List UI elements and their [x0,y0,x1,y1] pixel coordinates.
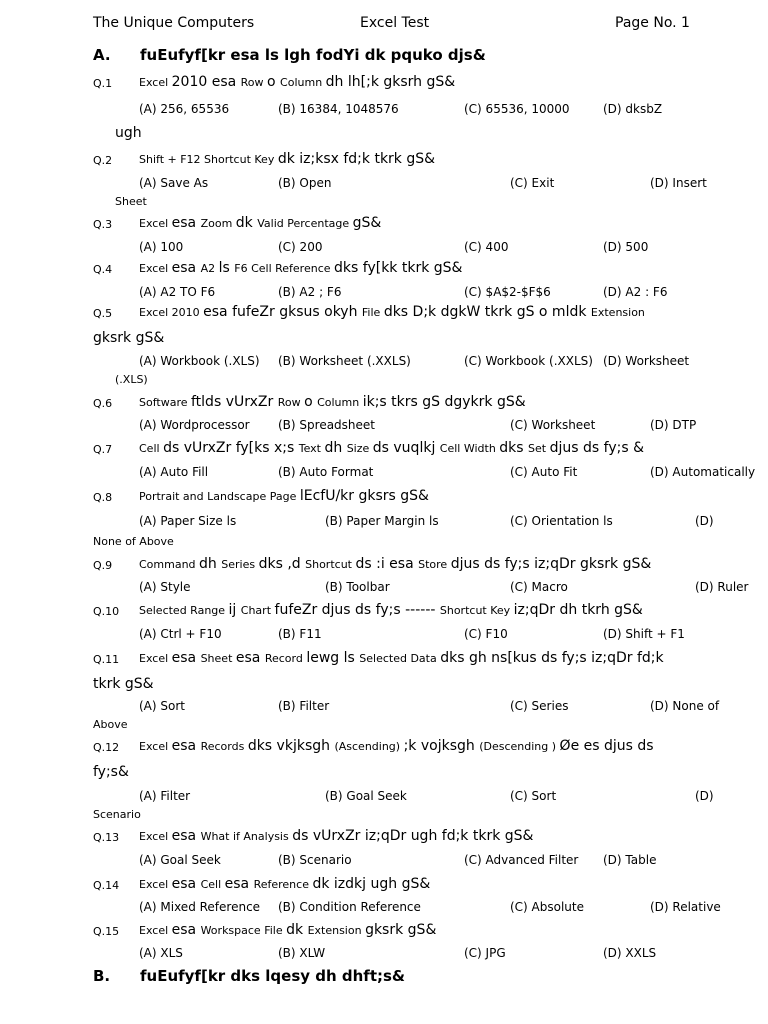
question-text-fragment: o [304,394,318,410]
question-text [139,650,664,666]
question-number: Q.12 [93,741,120,754]
question-text-fragment: What if Analysis [200,830,293,843]
option-d: (D) Automatically [650,465,756,479]
question-text-fragment: dk [286,922,308,938]
option-d: (D) Insert [650,176,707,190]
option-b: (B) Toolbar [325,580,390,594]
question-text-fragment: A2 [200,262,219,275]
option-d: (D) Relative [650,900,721,914]
option-a: (A) Paper Size ls [139,514,237,528]
option-c: (C) Workbook (.XXLS) [464,354,593,368]
option-a: (A) Workbook (.XLS) [139,354,260,368]
question-text-fragment: 2010 esa [171,74,241,90]
option-c: (C) Worksheet [510,418,596,432]
option-d-continuation: Scenario [93,808,141,821]
option-c: (C) $A$2-$F$6 [464,285,551,299]
question-number: Q.14 [93,879,120,892]
option-c: (C) F10 [464,627,508,641]
question-text-fragment: Excel [139,217,172,230]
option-a: (A) Goal Seek [139,853,221,867]
question-text-fragment: esa [171,922,201,938]
question-text-fragment: dk izdkj ugh gS& [312,876,431,892]
question-number: Q.5 [93,307,113,320]
option-c: (C) Absolute [510,900,585,914]
question-number: Q.1 [93,77,113,90]
question-text-fragment: esa [171,738,201,754]
question-text [139,215,381,231]
section-title: fuEufyf[kr esa ls lgh fodYi dk pquko djs& [140,46,486,64]
option-a: (A) Sort [139,699,185,713]
question-text [139,394,526,410]
question-text-fragment: fufeZr djus ds fy;s ------ [274,602,440,618]
question-text [139,488,429,504]
option-c: (C) Orientation ls [510,514,613,528]
question-text-fragment: F6 Cell Reference [234,262,335,275]
option-b: (B) A2 ; F6 [278,285,342,299]
option-d-continuation: Above [93,718,128,731]
option-d-continuation: ugh [115,125,142,141]
header-test-title: Excel Test [360,15,430,31]
question-text-fragment: Excel [139,830,172,843]
question-text-fragment: Shortcut Key [439,604,514,617]
question-text-fragment: Øe es djus ds [559,738,654,754]
question-number: Q.8 [93,491,113,504]
question-text-fragment: Excel [139,740,172,753]
question-text-fragment: Set [528,442,550,455]
question-text-fragment: esa [171,260,201,276]
question-text-fragment: Shift + F12 Shortcut Key [139,153,278,166]
option-d: (D) 500 [603,240,649,254]
option-d: (D) XXLS [603,946,657,960]
question-text-fragment: lewg ls [306,650,360,666]
question-number: Q.15 [93,925,120,938]
option-d: (D) None of [650,699,720,713]
option-c: (C) 65536, 10000 [464,102,570,116]
option-a: (A) XLS [139,946,183,960]
question-text-fragment: ik;s tkrs gS dgykrk gS& [362,394,526,410]
question-text-fragment: Series [221,558,259,571]
question-text-continuation: fy;s& [93,764,129,780]
question-text-fragment: Excel [139,262,172,275]
option-a: (A) A2 TO F6 [139,285,216,299]
question-text-fragment: Workspace File [200,924,287,937]
question-text-fragment: Store [418,558,451,571]
option-a: (A) 100 [139,240,184,254]
question-text-fragment: (Descending ) [479,740,560,753]
question-text-fragment: ds vUrxZr iz;qDr ugh fd;k tkrk gS& [292,828,534,844]
question-text-fragment: dks vkjksgh [247,738,335,754]
question-text-fragment: ds vuqlkj [372,440,440,456]
question-text-fragment: ds :i esa [355,556,419,572]
question-text-fragment: Selected Data [359,652,441,665]
question-text-fragment: dh [324,440,347,456]
question-text-fragment: dks D;k dgkW tkrk gS o mldk [383,304,591,320]
question-text-fragment: Cell [139,442,164,455]
option-c: (C) Advanced Filter [464,853,579,867]
question-text-fragment: dks [499,440,529,456]
option-a: (A) Filter [139,789,191,803]
option-b: (B) Open [278,176,332,190]
question-text-fragment: esa [171,215,201,231]
question-number: Q.9 [93,559,113,572]
option-b: (B) Worksheet (.XXLS) [278,354,411,368]
option-b: (B) XLW [278,946,326,960]
question-number: Q.7 [93,443,113,456]
question-number: Q.10 [93,605,120,618]
option-d: (D) Table [603,853,657,867]
option-d-continuation: (.XLS) [115,373,148,386]
question-text-fragment: lEcfU/kr gksrs gS& [299,488,429,504]
question-text-fragment: ;k vojksgh [403,738,480,754]
question-text-fragment: ij [228,602,241,618]
question-text-fragment: Excel [139,652,172,665]
question-text-fragment: Text [298,442,325,455]
question-text-fragment: Portrait and Landscape Page [139,490,300,503]
question-number: Q.3 [93,218,113,231]
option-d: (D) dksbZ [603,102,663,116]
question-text-fragment: djus ds fy;s iz;qDr gksrk gS& [450,556,652,572]
option-d: (D) A2 : F6 [603,285,668,299]
question-text-fragment: esa [171,876,201,892]
option-a: (A) Wordprocessor [139,418,250,432]
question-text [139,602,643,618]
question-text-continuation: gksrk gS& [93,330,165,346]
header-institute: The Unique Computers [93,15,255,31]
question-text-fragment: Extension [590,306,645,319]
section-label: A. [93,46,111,64]
option-b: (B) Filter [278,699,330,713]
question-text-fragment: (Ascending) [334,740,404,753]
question-text-fragment: Chart [240,604,275,617]
question-text-fragment: iz;qDr dh tkrh gS& [513,602,643,618]
question-text-fragment: dh [199,556,222,572]
question-text-fragment: Reference [253,878,313,891]
question-text [139,304,645,320]
question-text-fragment: Row [277,396,305,409]
question-text-fragment: Records [200,740,248,753]
option-d: (D) [695,514,714,528]
question-text-fragment: esa fufeZr gksus okyh [203,304,362,320]
question-text [139,556,651,572]
question-text-fragment: esa [224,876,254,892]
question-number: Q.6 [93,397,113,410]
section-label: B. [93,967,111,985]
question-text-fragment: Valid Percentage [257,217,353,230]
question-text-fragment: Sheet [200,652,236,665]
question-text-fragment: dk [235,215,258,231]
question-text-fragment: esa [171,828,201,844]
question-text-fragment: Selected Range [139,604,229,617]
option-d: (D) DTP [650,418,697,432]
question-text-fragment: Cell Width [439,442,500,455]
option-b: (B) Paper Margin ls [325,514,439,528]
option-b: (B) Scenario [278,853,352,867]
question-text-fragment: Row [240,76,268,89]
option-d: (D) Worksheet [603,354,690,368]
option-b: (B) Spreadsheet [278,418,375,432]
question-text [139,876,430,892]
option-a: (A) 256, 65536 [139,102,230,116]
question-text-fragment: Column [280,76,326,89]
question-text-fragment: dh lh[;k gksrh gS& [325,74,456,90]
question-text-fragment: dks gh ns[kus ds fy;s iz;qDr fd;k [440,650,664,666]
option-c: (C) Series [510,699,569,713]
question-number: Q.13 [93,831,120,844]
question-text [139,440,644,456]
question-number: Q.2 [93,154,113,167]
option-b: (B) Goal Seek [325,789,407,803]
question-text-fragment: Excel [139,878,172,891]
option-c: (C) JPG [464,946,506,960]
option-c: (C) Exit [510,176,555,190]
option-b: (B) Condition Reference [278,900,421,914]
option-d: (D) Shift + F1 [603,627,685,641]
option-b: (C) 200 [278,240,323,254]
question-text [139,738,654,754]
question-text-fragment: Size [346,442,373,455]
question-text-fragment: ls [218,260,235,276]
option-c: (C) Auto Fit [510,465,578,479]
question-text-fragment: Column [317,396,363,409]
question-text-fragment: ds vUrxZr fy[ks x;s [163,440,299,456]
question-text-fragment: djus ds fy;s & [549,440,644,456]
question-text-fragment: dks fy[kk tkrk gS& [334,260,463,276]
question-text [139,74,455,90]
question-text-continuation: tkrk gS& [93,676,154,692]
option-c: (C) Macro [510,580,568,594]
option-a: (A) Mixed Reference [139,900,261,914]
option-b: (B) F11 [278,627,322,641]
option-b: (B) Auto Format [278,465,374,479]
option-d-continuation: Sheet [115,195,147,208]
question-text-fragment: Excel [139,76,172,89]
header-page-number: Page No. 1 [615,15,690,31]
question-text [139,260,462,276]
question-text-fragment: Extension [307,924,366,937]
option-a: (A) Style [139,580,191,594]
question-text-fragment: Excel [139,924,172,937]
question-text-fragment: esa [171,650,201,666]
question-text-fragment: Excel 2010 [139,306,204,319]
question-text-fragment: Software [139,396,191,409]
question-text-fragment: Zoom [200,217,236,230]
question-text [139,151,435,167]
question-text-fragment: ftlds vUrxZr [191,394,278,410]
question-number: Q.4 [93,263,113,276]
question-text-fragment: dks ,d [258,556,306,572]
option-b: (B) 16384, 1048576 [278,102,399,116]
question-text-fragment: o [267,74,281,90]
question-text-fragment: Shortcut [305,558,356,571]
question-text-fragment: Command [139,558,200,571]
question-text-fragment: Record [264,652,307,665]
option-a: (A) Ctrl + F10 [139,627,222,641]
option-c: (C) 400 [464,240,509,254]
question-text [139,922,436,938]
question-text-fragment: Cell [200,878,225,891]
option-a: (A) Auto Fill [139,465,209,479]
option-d-continuation: None of Above [93,535,174,548]
question-text [139,828,533,844]
question-text-fragment: File [361,306,384,319]
question-text-fragment: esa [235,650,265,666]
question-text-fragment: gS& [352,215,382,231]
question-number: Q.11 [93,653,120,666]
question-text-fragment: gksrk gS& [365,922,437,938]
question-text-fragment: dk iz;ksx fd;k tkrk gS& [277,151,436,167]
option-d: (D) Ruler [695,580,749,594]
option-c: (C) Sort [510,789,557,803]
option-d: (D) [695,789,714,803]
section-title: fuEufyf[kr dks lqesy dh dhft;s& [140,967,406,985]
option-a: (A) Save As [139,176,209,190]
